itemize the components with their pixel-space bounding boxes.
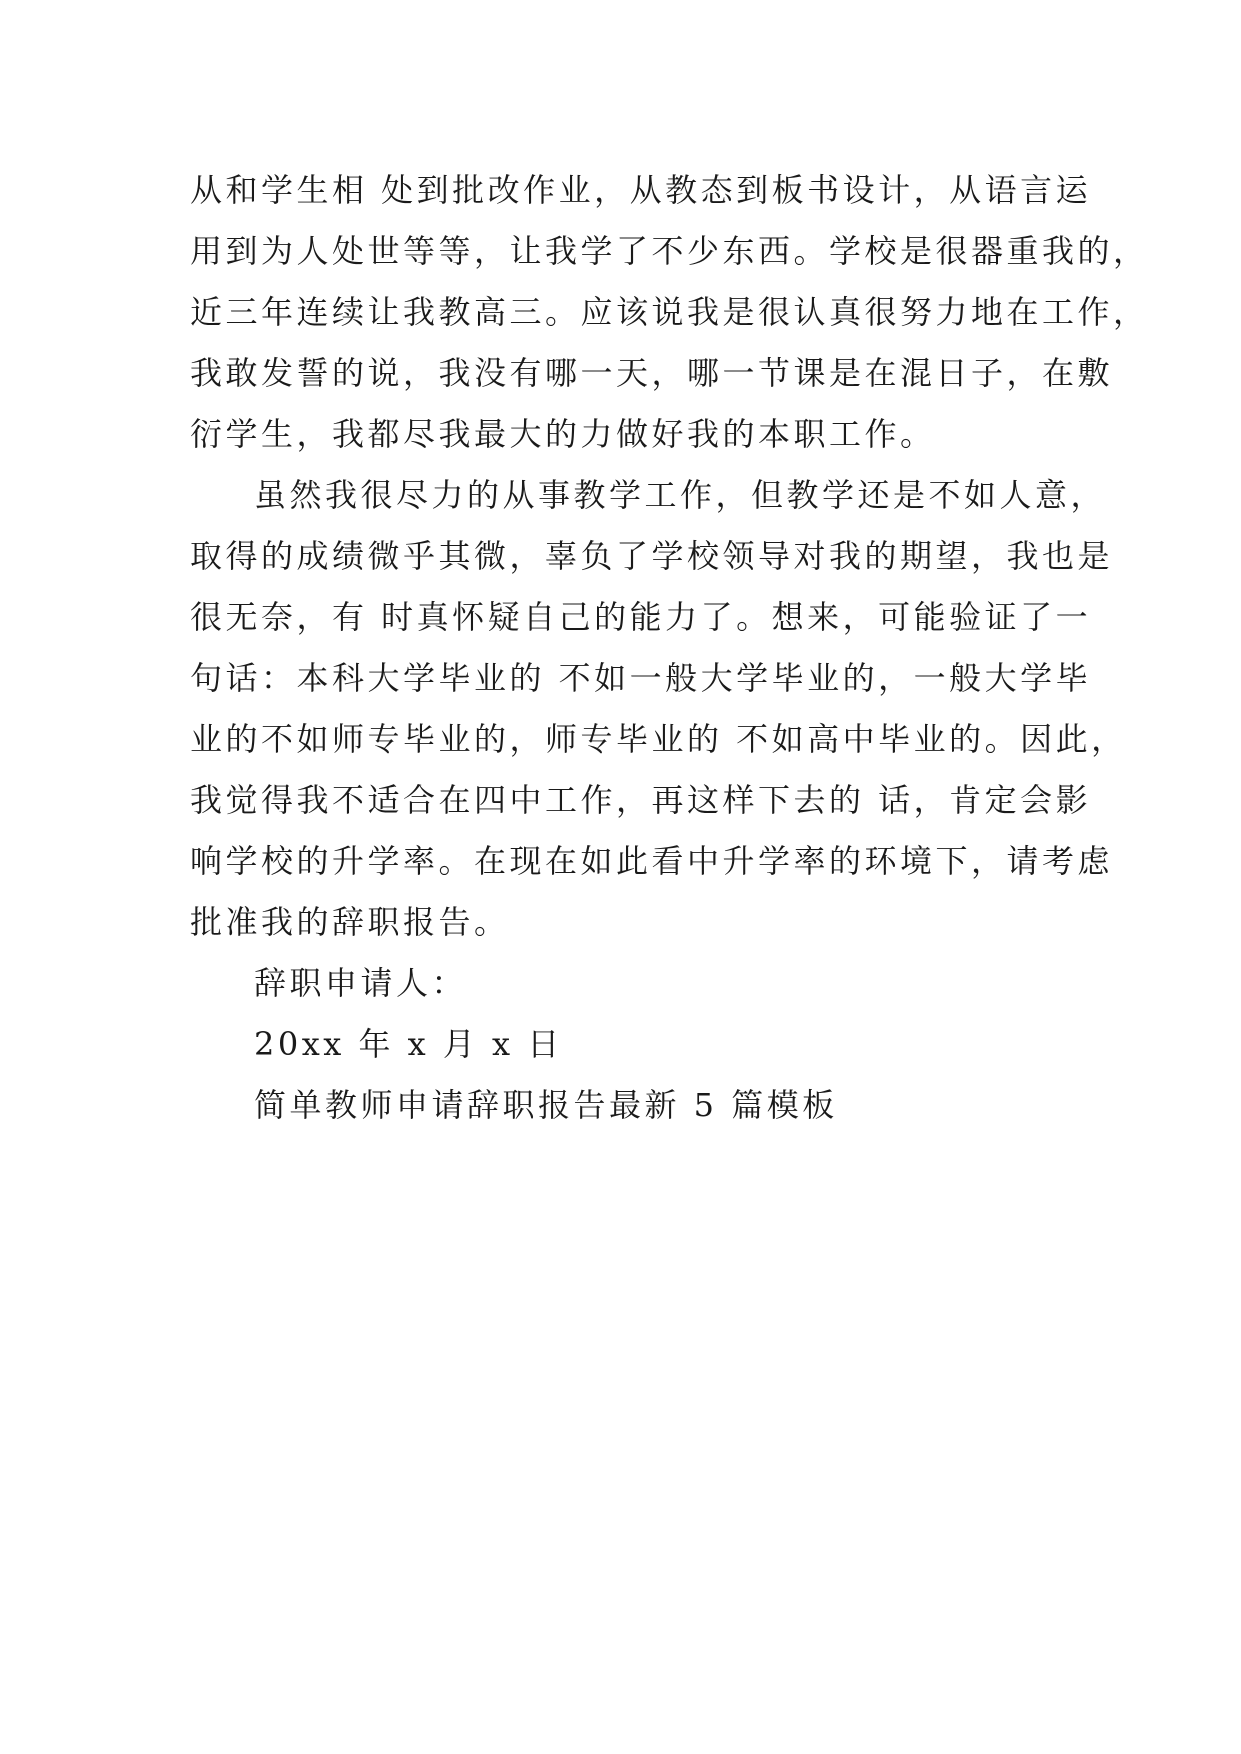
paragraph-line: 批准我的辞职报告。 (190, 903, 510, 941)
paragraph-line: 近三年连续让我教高三。应该说我是很认真很努力地在工作， (190, 293, 1149, 331)
paragraph-line: 响学校的升学率。在现在如此看中升学率的环境下，请考虑 (190, 842, 1114, 880)
document-body (190, 160, 1149, 1136)
paragraph-line: 很无奈，有 时真怀疑自己的能力了。想来，可能验证了一 (190, 598, 1092, 636)
paragraph-line: 取得的成绩微乎其微，辜负了学校领导对我的期望，我也是 (190, 537, 1114, 575)
paragraph-line: 从和学生相 处到批改作业，从教态到板书设计，从语言运 (190, 171, 1092, 209)
signature-label: 辞职申请人： (254, 964, 468, 1002)
paragraph-line: 用到为人处世等等，让我学了不少东西。学校是很器重我的， (190, 232, 1149, 270)
paragraph-line: 业的不如师专毕业的，师专毕业的 不如高中毕业的。因此， (190, 720, 1127, 758)
signature-date: 20xx 年 x 月 x 日 (254, 1025, 563, 1063)
paragraph-line: 我敢发誓的说，我没有哪一天，哪一节课是在混日子，在敷 (190, 354, 1114, 392)
footer-title: 简单教师申请辞职报告最新 5 篇模板 (254, 1086, 838, 1124)
paragraph-line: 我觉得我不适合在四中工作，再这样下去的 话，肯定会影 (190, 781, 1092, 819)
paragraph-line: 虽然我很尽力的从事教学工作，但教学还是不如人意， (254, 476, 1107, 514)
paragraph-line: 句话：本科大学毕业的 不如一般大学毕业的，一般大学毕 (190, 659, 1092, 697)
paragraph-line: 衍学生，我都尽我最大的力做好我的本职工作。 (190, 415, 936, 453)
